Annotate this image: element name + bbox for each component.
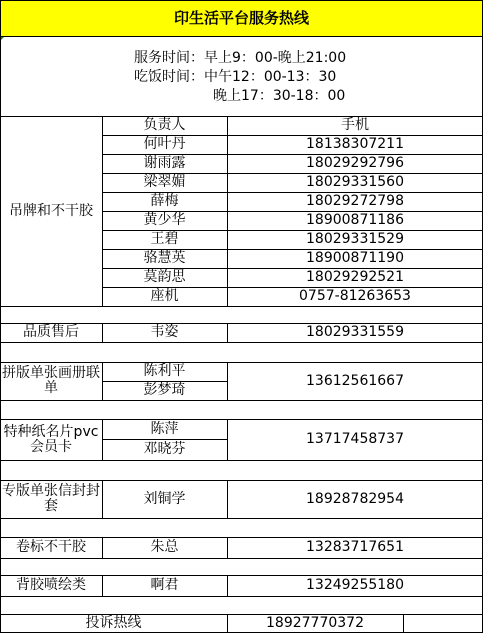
person-cell: 谢雨露 <box>143 155 186 171</box>
grid-line <box>102 116 103 306</box>
grid-line <box>102 419 103 460</box>
person-cell: 座机 <box>150 288 179 304</box>
header-person: 负责人 <box>143 117 186 133</box>
phone-cell[interactable]: 18029272798 <box>306 193 404 209</box>
grid-line <box>227 480 228 518</box>
grid-line <box>227 419 228 460</box>
person-cell: 朱总 <box>150 539 179 555</box>
grid-line <box>0 480 483 481</box>
grid-line <box>0 342 483 343</box>
sheet-title: 印生活平台服务热线 <box>0 0 483 36</box>
person-cell: 韦姿 <box>150 324 179 340</box>
phone-cell[interactable]: 13612561667 <box>306 372 404 389</box>
grid-line <box>0 614 483 615</box>
person-cell: 莫韵思 <box>143 269 186 285</box>
phone-cell[interactable]: 18029331559 <box>306 324 404 340</box>
phone-cell[interactable]: 18900871190 <box>306 250 404 266</box>
phone-cell[interactable]: 13717458737 <box>306 431 404 447</box>
person-cell: 王碧 <box>150 231 179 247</box>
grid-line <box>102 480 103 518</box>
grid-line <box>0 0 483 1</box>
phone-cell[interactable]: 0757-81263653 <box>299 288 411 304</box>
phone-cell[interactable]: 18029292521 <box>306 269 404 285</box>
person-cell: 薛梅 <box>150 193 179 209</box>
grid-line <box>102 192 483 193</box>
grid-line <box>227 537 228 558</box>
grid-line <box>102 362 103 400</box>
grid-line <box>227 323 228 342</box>
grid-line <box>102 537 103 558</box>
grid-line <box>227 116 228 306</box>
person-cell: 何叶丹 <box>143 136 186 152</box>
phone-cell[interactable]: 18029331529 <box>306 231 404 247</box>
grid-line <box>0 116 483 117</box>
meal-hours-line: 吃饭时间：中午12：00-13：30 <box>134 69 337 85</box>
grid-line <box>227 575 228 596</box>
grid-line <box>102 135 483 136</box>
phone-cell[interactable]: 18029331560 <box>306 174 404 190</box>
grid-line <box>0 419 483 420</box>
phone-cell[interactable]: 18029292796 <box>306 155 404 171</box>
person-cell: 梁翠媚 <box>143 174 186 190</box>
category-cell: 吊牌和不干胶 <box>9 202 93 219</box>
category-cell: 背胶喷绘类 <box>16 577 86 593</box>
header-phone: 手机 <box>341 117 369 133</box>
category-cell: 特种纸名片pvc会员卡 <box>3 423 99 455</box>
person-cell: 刘铜学 <box>143 490 186 507</box>
grid-line <box>0 0 1 633</box>
evening-break-line: 晚上17：30-18：00 <box>213 88 346 104</box>
category-cell: 品质售后 <box>23 324 79 340</box>
grid-line <box>403 614 404 633</box>
grid-line <box>102 154 483 155</box>
grid-line <box>102 249 483 250</box>
grid-line <box>0 36 483 37</box>
grid-line <box>102 323 103 342</box>
category-cell: 卷标不干胶 <box>16 539 86 555</box>
phone-cell[interactable]: 18138307211 <box>306 136 404 152</box>
grid-line <box>0 596 483 597</box>
grid-line <box>102 439 227 440</box>
grid-line <box>0 323 483 324</box>
grid-line <box>102 381 227 382</box>
grid-line <box>0 460 483 461</box>
grid-line <box>227 362 228 400</box>
grid-line <box>102 268 483 269</box>
person-cell: 邓晓芬 <box>143 441 186 457</box>
phone-cell[interactable]: 18900871186 <box>306 212 404 228</box>
grid-line <box>0 558 483 559</box>
person-cell: 彭梦琦 <box>143 382 186 398</box>
person-cell: 陈利平 <box>143 363 186 379</box>
person-cell: 骆慧英 <box>143 250 186 266</box>
grid-line <box>102 173 483 174</box>
person-cell: 陈萍 <box>150 420 179 437</box>
grid-line <box>0 400 483 401</box>
grid-line <box>102 575 103 596</box>
category-cell: 拼版单张画册联单 <box>2 365 100 396</box>
phone-cell[interactable]: 13249255180 <box>306 577 404 593</box>
service-hours-line: 服务时间：早上9：00-晚上21:00 <box>134 50 347 66</box>
grid-line <box>227 614 228 633</box>
grid-line <box>102 211 483 212</box>
person-cell: 黄少华 <box>143 212 186 228</box>
person-cell: 啊君 <box>150 577 179 593</box>
phone-cell[interactable]: 18928782954 <box>306 490 404 507</box>
grid-line <box>0 537 483 538</box>
phone-cell[interactable]: 13283717651 <box>306 539 404 555</box>
category-cell: 专版单张信封封套 <box>2 483 100 514</box>
grid-line <box>0 575 483 576</box>
grid-line <box>102 230 483 231</box>
grid-line <box>102 287 483 288</box>
complaint-label: 投诉热线 <box>85 615 142 631</box>
grid-line <box>0 306 483 307</box>
grid-line <box>0 518 483 519</box>
complaint-phone[interactable]: 18927770372 <box>266 615 364 631</box>
grid-line <box>0 362 483 363</box>
